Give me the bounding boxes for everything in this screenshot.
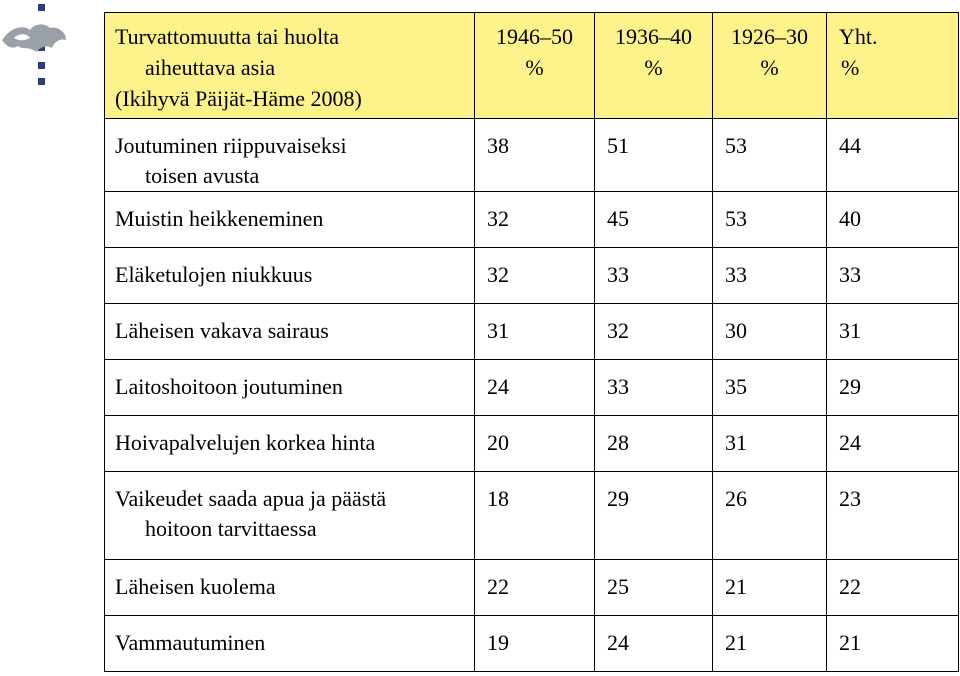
value-cell: 22 xyxy=(475,560,595,616)
value-cell: 53 xyxy=(713,119,827,192)
column-header-unit: % xyxy=(644,55,663,80)
value-cell: 32 xyxy=(475,192,595,248)
value-cell: 33 xyxy=(595,360,713,416)
value-cell: 29 xyxy=(595,472,713,560)
value-cell: 32 xyxy=(595,304,713,360)
column-header-label: 1926–30 xyxy=(731,24,808,49)
value-cell: 31 xyxy=(713,416,827,472)
value-cell: 33 xyxy=(827,248,959,304)
header-title-line2: aiheuttava asia xyxy=(145,55,276,80)
table-row xyxy=(105,472,959,560)
row-label-line2: toisen avusta xyxy=(145,163,260,188)
column-header-label: 1936–40 xyxy=(615,24,692,49)
value-cell: 31 xyxy=(475,304,595,360)
value-cell: 45 xyxy=(595,192,713,248)
value-cell: 35 xyxy=(713,360,827,416)
value-cell: 33 xyxy=(595,248,713,304)
worry-factors-table xyxy=(104,12,959,672)
header-title-line1: Turvattomuutta tai huolta xyxy=(115,24,340,49)
table-row xyxy=(105,248,959,304)
value-cell: 19 xyxy=(475,616,595,672)
column-header-total xyxy=(827,13,959,119)
value-cell: 21 xyxy=(827,616,959,672)
value-cell: 30 xyxy=(713,304,827,360)
row-label: Läheisen kuolema xyxy=(105,560,475,616)
header-title-cell xyxy=(105,13,475,119)
value-cell: 24 xyxy=(827,416,959,472)
row-label: Vammautuminen xyxy=(105,616,475,672)
value-cell: 33 xyxy=(713,248,827,304)
value-cell: 38 xyxy=(475,119,595,192)
row-label: Läheisen vakava sairaus xyxy=(105,304,475,360)
value-cell: 44 xyxy=(827,119,959,192)
row-label-line1: Joutuminen riippuvaiseksi xyxy=(115,133,347,158)
row-label xyxy=(105,472,475,560)
table-row xyxy=(105,360,959,416)
table-row xyxy=(105,192,959,248)
column-header-label: Yht. xyxy=(839,24,878,49)
row-label xyxy=(105,119,475,192)
table-row xyxy=(105,416,959,472)
column-header-unit: % xyxy=(841,55,860,80)
column-header-unit: % xyxy=(525,55,544,80)
table-row xyxy=(105,304,959,360)
column-header-label: 1946–50 xyxy=(496,24,573,49)
value-cell: 28 xyxy=(595,416,713,472)
value-cell: 31 xyxy=(827,304,959,360)
value-cell: 23 xyxy=(827,472,959,560)
table-header-row xyxy=(105,13,959,119)
column-header-1946-50 xyxy=(475,13,595,119)
university-flame-logo-icon xyxy=(0,0,70,90)
value-cell: 32 xyxy=(475,248,595,304)
column-header-1926-30 xyxy=(713,13,827,119)
column-header-1936-40 xyxy=(595,13,713,119)
value-cell: 21 xyxy=(713,616,827,672)
table-row xyxy=(105,616,959,672)
row-label-line1: Vaikeudet saada apua ja päästä xyxy=(115,486,387,511)
value-cell: 26 xyxy=(713,472,827,560)
value-cell: 25 xyxy=(595,560,713,616)
value-cell: 18 xyxy=(475,472,595,560)
header-title-line3: (Ikihyvä Päijät-Häme 2008) xyxy=(115,86,362,111)
column-header-unit: % xyxy=(760,55,779,80)
value-cell: 22 xyxy=(827,560,959,616)
value-cell: 20 xyxy=(475,416,595,472)
row-label: Eläketulojen niukkuus xyxy=(105,248,475,304)
row-label: Muistin heikkeneminen xyxy=(105,192,475,248)
value-cell: 24 xyxy=(475,360,595,416)
table-row xyxy=(105,560,959,616)
value-cell: 51 xyxy=(595,119,713,192)
value-cell: 21 xyxy=(713,560,827,616)
value-cell: 24 xyxy=(595,616,713,672)
value-cell: 53 xyxy=(713,192,827,248)
value-cell: 29 xyxy=(827,360,959,416)
row-label: Hoivapalvelujen korkea hinta xyxy=(105,416,475,472)
value-cell: 40 xyxy=(827,192,959,248)
row-label-line2: hoitoon tarvittaessa xyxy=(145,516,317,541)
table-row xyxy=(105,119,959,192)
row-label: Laitoshoitoon joutuminen xyxy=(105,360,475,416)
